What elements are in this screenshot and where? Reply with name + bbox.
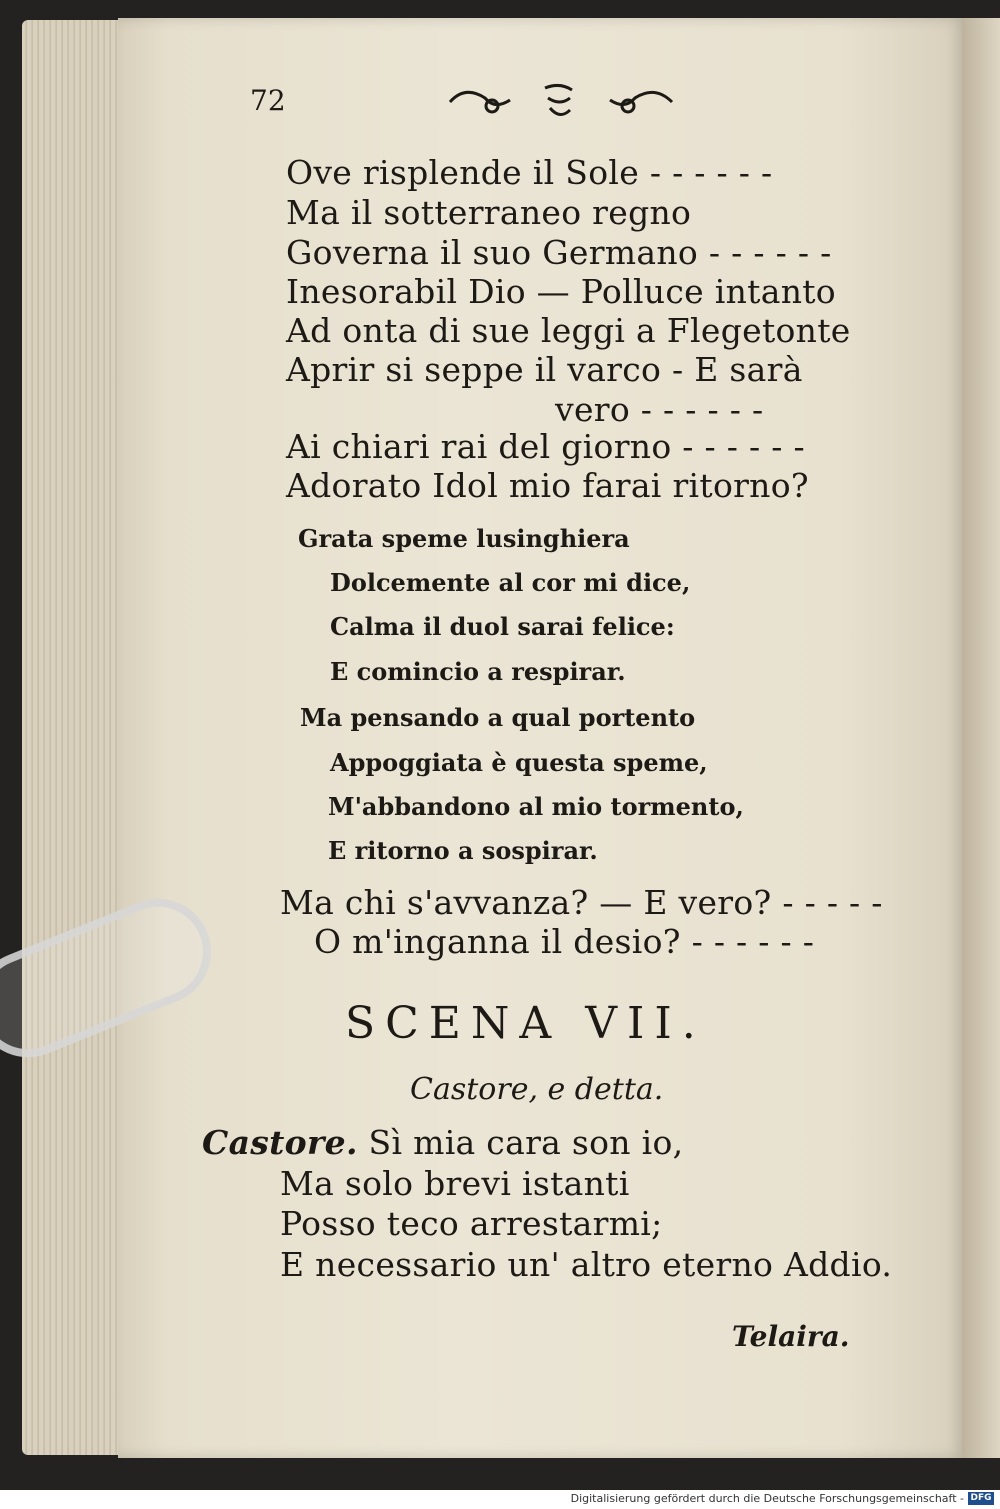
verse-line: Aprir si seppe il varco - E sarà [286, 350, 803, 389]
speaker-name: Castore. [202, 1123, 358, 1162]
dialogue-line: E necessario un' altro eterno Addio. [280, 1245, 893, 1284]
aria-line: Calma il duol sarai felice: [330, 612, 675, 641]
page-edges [22, 20, 132, 1455]
facing-page-edge [962, 18, 1000, 1458]
aria-line: E comincio a respirar. [330, 657, 626, 686]
verse-line: O m'inganna il desio? - - - - - - [314, 922, 815, 961]
footer-credit: Digitalisierung gefördert durch die Deutsche Forschungsgemeinschaft - [570, 1492, 964, 1505]
catchword: Telaira. [732, 1320, 850, 1353]
verse-line: Ad onta di sue leggi a Flegetonte [286, 311, 851, 350]
verse-line: Adorato Idol mio farai ritorno? [286, 466, 809, 505]
page-number: 72 [250, 84, 286, 117]
dialogue-line: Sì mia cara son io, [368, 1123, 684, 1162]
verse-line: vero - - - - - - [555, 390, 764, 429]
dialogue-line: Ma solo brevi istanti [280, 1164, 630, 1203]
aria-line: Grata speme lusinghiera [298, 524, 630, 553]
verse-line: Ma il sotterraneo regno [286, 193, 692, 232]
aria-line: M'abbandono al mio tormento, [328, 792, 744, 821]
scene-subtitle: Castore, e detta. [410, 1072, 664, 1107]
aria-line: Ma pensando a qual portento [300, 703, 696, 732]
verse-line: Inesorabil Dio — Polluce intanto [286, 272, 836, 311]
aria-line: E ritorno a sospirar. [328, 836, 598, 865]
aria-line: Dolcemente al cor mi dice, [330, 568, 691, 597]
floral-ornament-icon [440, 80, 680, 124]
dialogue-line: Posso teco arrestarmi; [280, 1204, 663, 1243]
verse-line: Governa il suo Germano - - - - - - [286, 233, 832, 272]
scene-title: SCENA VII. [345, 998, 706, 1049]
verse-line: Ma chi s'avvanza? — E vero? - - - - - [280, 883, 883, 922]
aria-line: Appoggiata è questa speme, [330, 748, 708, 777]
dfg-logo: DFG [968, 1492, 994, 1505]
verse-line: Ove risplende il Sole - - - - - - [286, 153, 773, 192]
verse-line: Ai chiari rai del giorno - - - - - - [286, 427, 805, 466]
